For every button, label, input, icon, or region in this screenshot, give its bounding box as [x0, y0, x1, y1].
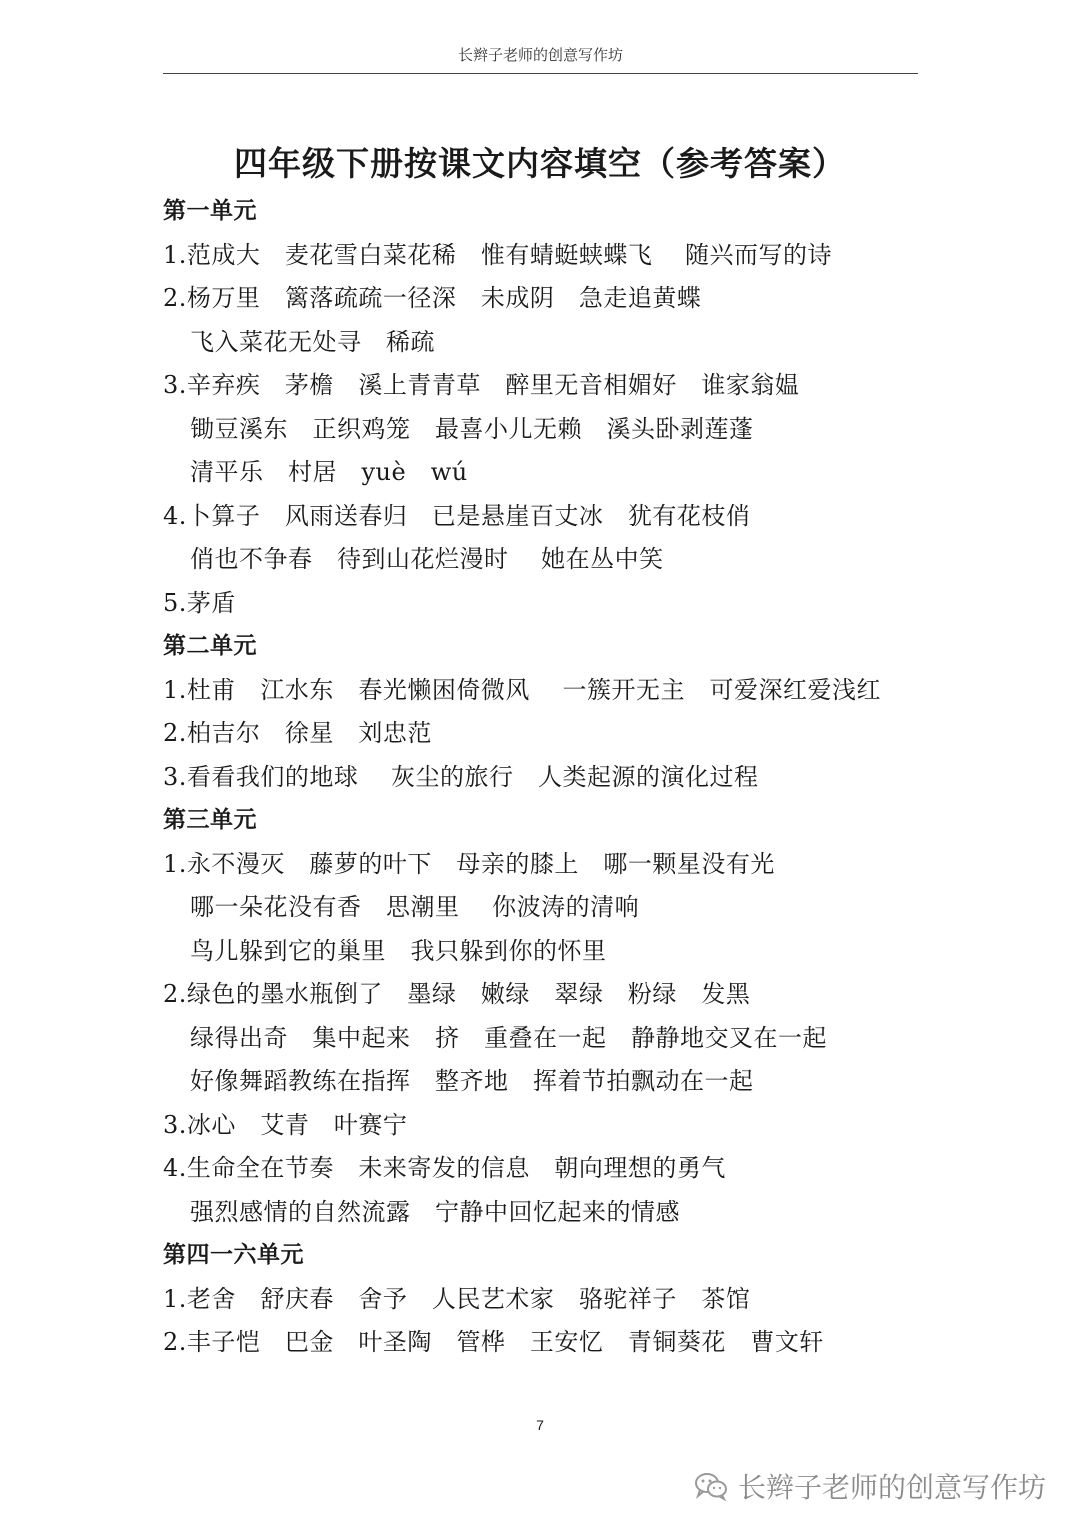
- answer-item: 5.茅盾: [163, 588, 236, 617]
- section-heading: 第四一六单元: [163, 1242, 304, 1268]
- answer-item: 1.杜甫 江水东 春光懒困倚微风 一簇开无主 可爱深红爱浅红: [163, 675, 882, 704]
- answer-item: 3.看看我们的地球 灰尘的旅行 人类起源的演化过程: [163, 762, 759, 791]
- answer-continuation: 哪一朵花没有香 思潮里 你波涛的清响: [190, 893, 640, 921]
- answer-item: 1.老舍 舒庆春 舍予 人民艺术家 骆驼祥子 茶馆: [163, 1284, 751, 1313]
- answer-continuation: 绿得出奇 集中起来 挤 重叠在一起 静静地交叉在一起: [190, 1023, 827, 1052]
- answer-continuation: 清平乐 村居 yuè wú: [190, 458, 468, 486]
- answer-continuation: 俏也不争春 待到山花烂漫时 她在丛中笑: [190, 545, 664, 573]
- wechat-icon: [694, 1471, 728, 1501]
- page-header: 长辫子老师的创意写作坊: [163, 44, 918, 74]
- document-title: 四年级下册按课文内容填空（参考答案）: [234, 144, 846, 183]
- answer-continuation: 好像舞蹈教练在指挥 整齐地 挥着节拍飘动在一起: [190, 1067, 754, 1095]
- section-heading: 第一单元: [163, 198, 257, 224]
- answer-continuation: 锄豆溪东 正织鸡笼 最喜小儿无赖 溪头卧剥莲蓬: [190, 414, 754, 443]
- answer-item: 3.冰心 艾青 叶赛宁: [163, 1110, 408, 1139]
- answer-list: [163, 190, 943, 1365]
- page-number: 7: [536, 1417, 544, 1433]
- answer-item: 1.范成大 麦花雪白菜花稀 惟有蜻蜓蛱蝶飞 随兴而写的诗: [163, 240, 833, 269]
- answer-item: 4.生命全在节奏 未来寄发的信息 朝向理想的勇气: [163, 1154, 726, 1182]
- answer-item: 1.永不漫灭 藤萝的叶下 母亲的膝上 哪一颗星没有光: [163, 849, 775, 878]
- section-heading: 第三单元: [163, 807, 257, 833]
- answer-item: 2.柏吉尔 徐星 刘忠范: [163, 719, 432, 747]
- answer-item: 2.丰子恺 巴金 叶圣陶 管桦 王安忆 青铜葵花 曹文轩: [163, 1328, 824, 1356]
- answer-item: 2.杨万里 篱落疏疏一径深 未成阴 急走追黄蝶: [163, 284, 702, 312]
- answer-continuation: 强烈感情的自然流露 宁静中回忆起来的情感: [190, 1197, 680, 1226]
- answer-item: 4.卜算子 风雨送春归 已是悬崖百丈冰 犹有花枝俏: [163, 501, 751, 530]
- watermark: [694, 1466, 1046, 1506]
- watermark-text: 长辫子老师的创意写作坊: [737, 1471, 1046, 1504]
- answer-item: 3.辛弃疾 茅檐 溪上青青草 醉里无音相媚好 谁家翁媪: [163, 371, 800, 399]
- answer-item: 2.绿色的墨水瓶倒了 墨绿 嫩绿 翠绿 粉绿 发黑: [163, 980, 751, 1008]
- answer-continuation: 飞入菜花无处寻 稀疏: [190, 327, 435, 356]
- section-heading: 第二单元: [163, 633, 257, 659]
- answer-continuation: 鸟儿躲到它的巢里 我只躲到你的怀里: [190, 936, 607, 965]
